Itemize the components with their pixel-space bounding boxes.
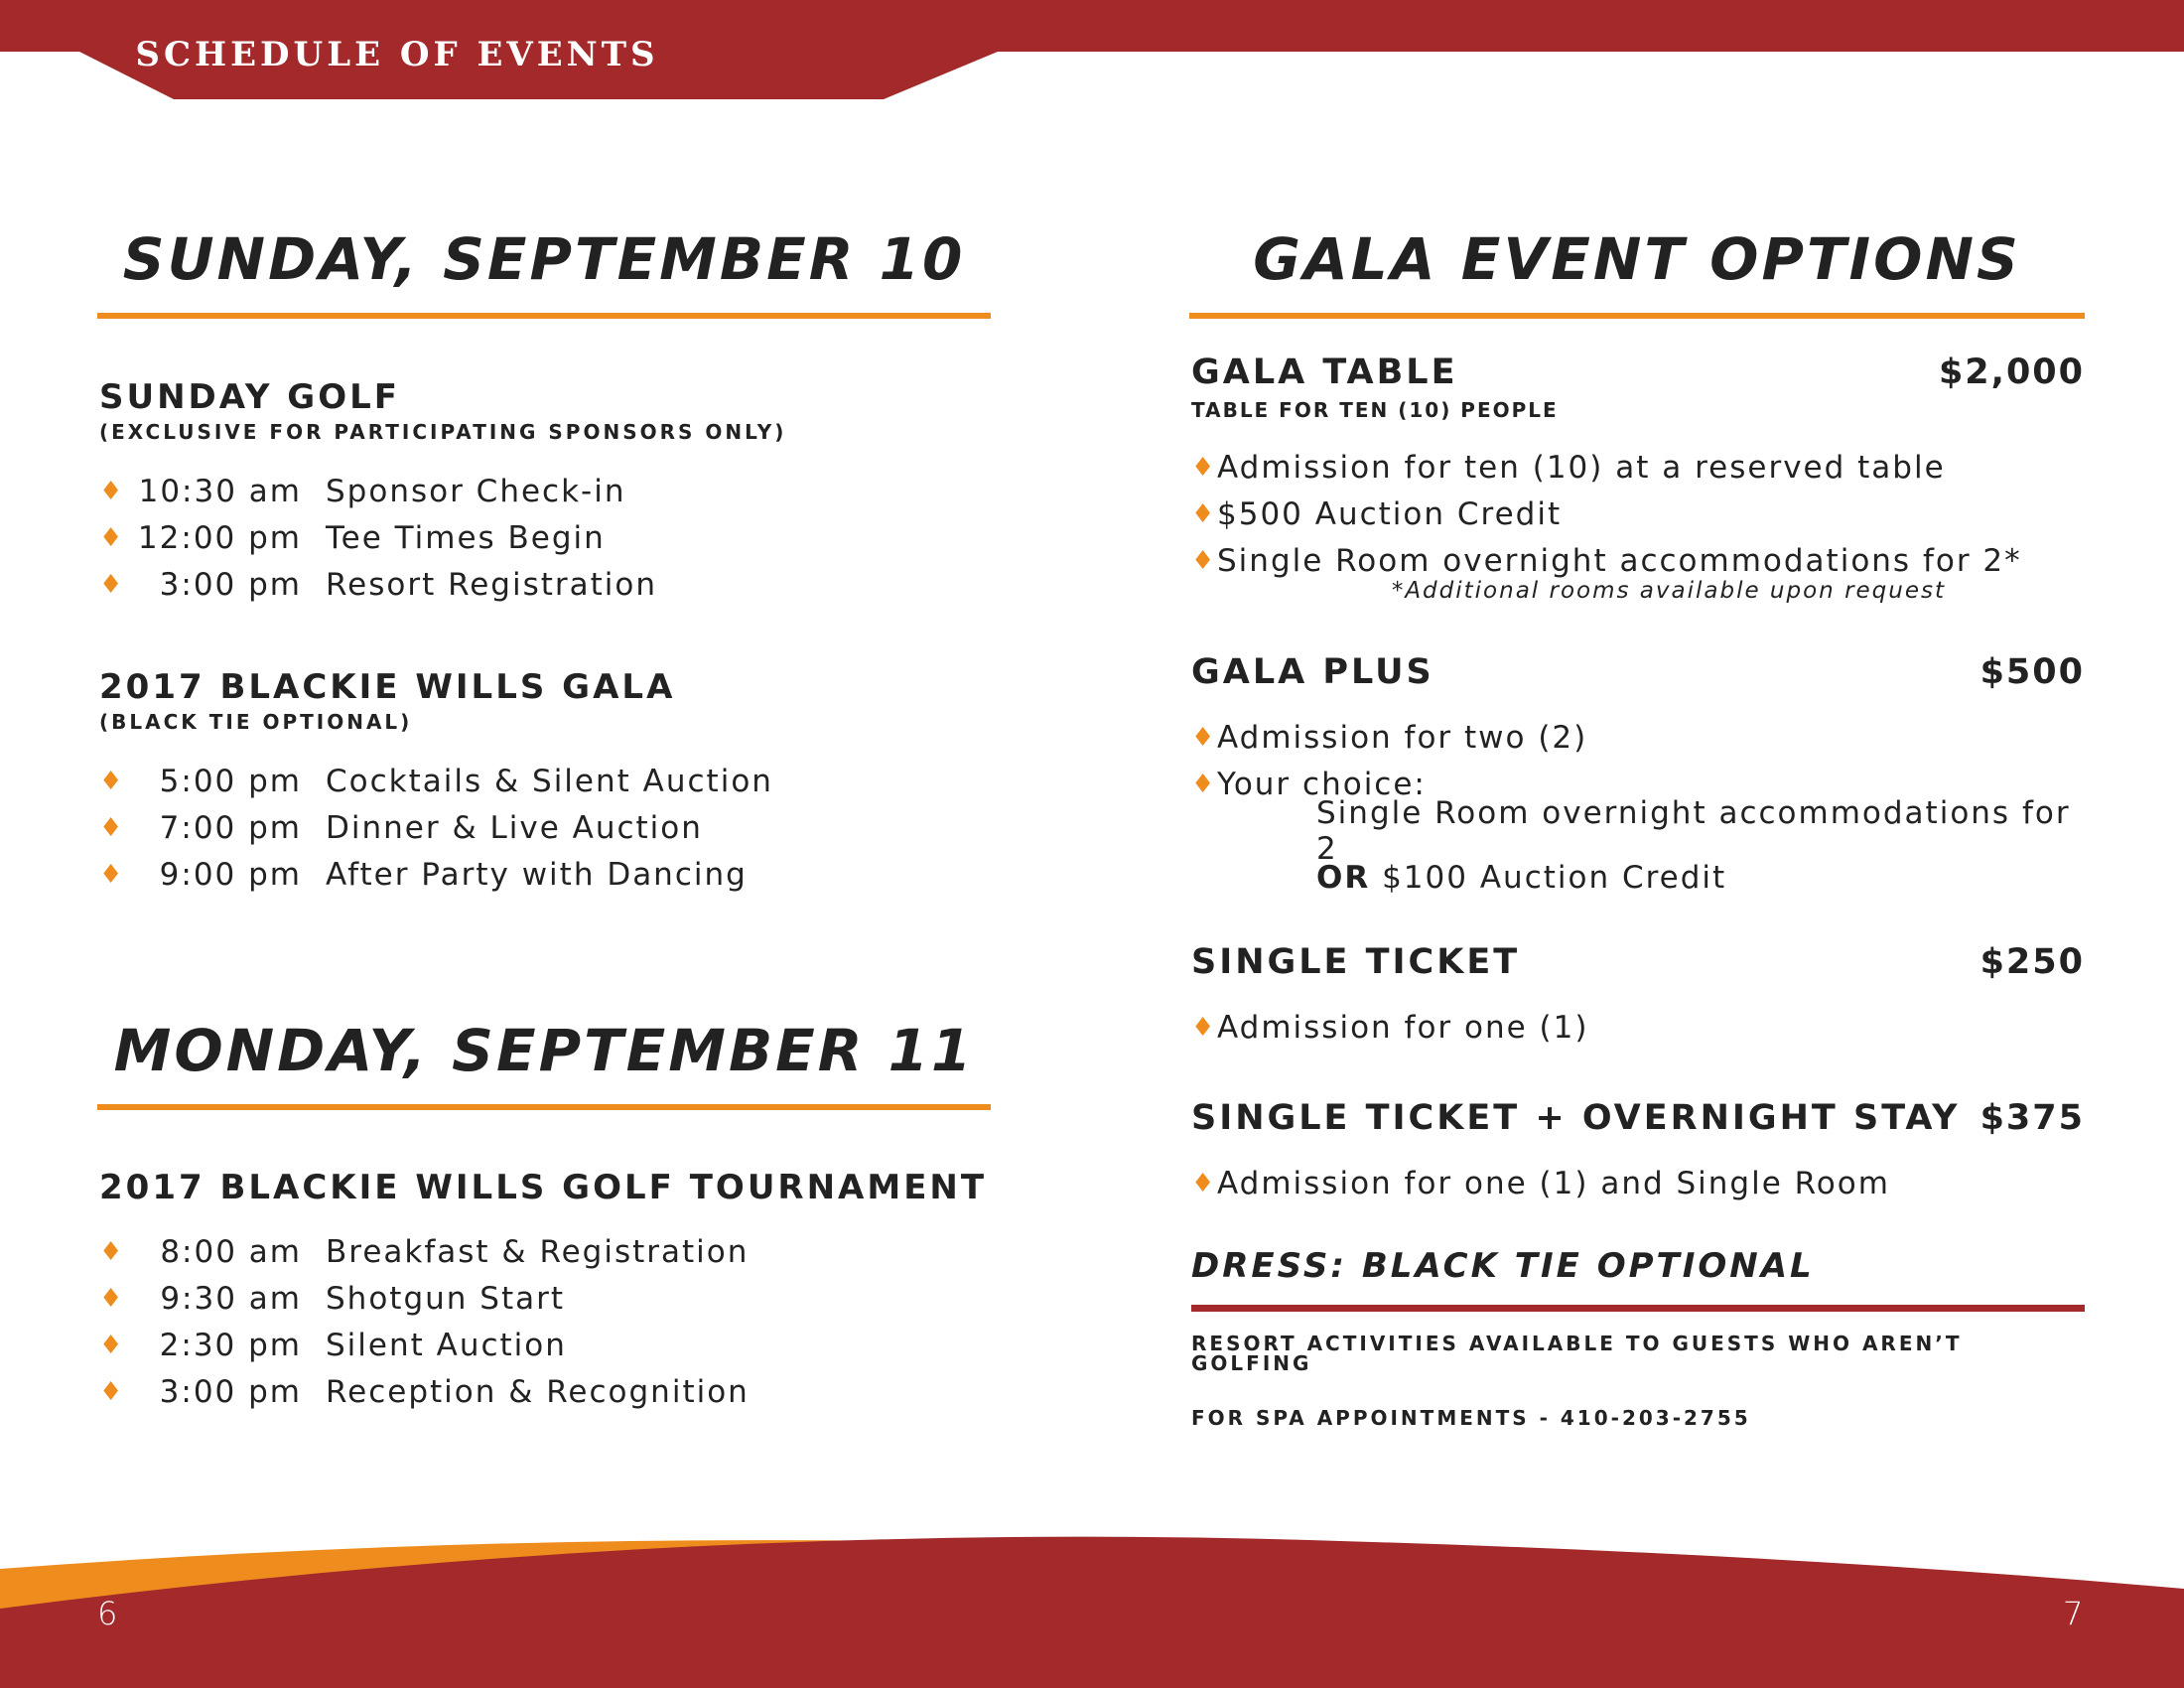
schedule-item: [99, 468, 993, 514]
diamond-bullet-icon: ♦: [99, 1236, 125, 1267]
page-number-right: 7: [2063, 1595, 2084, 1632]
option-subtitle: TABLE FOR TEN (10) PEOPLE: [1191, 398, 1559, 422]
diamond-bullet-icon: ♦: [1191, 1168, 1217, 1198]
diamond-bullet-icon: ♦: [99, 522, 125, 553]
activity: After Party with Dancing: [326, 856, 748, 893]
gala-title: 2017 BLACKIE WILLS GALA: [99, 667, 676, 707]
schedule-item: [99, 758, 993, 804]
option-single-overnight: [1191, 1098, 2085, 1206]
activity: Reception & Recognition: [326, 1373, 750, 1410]
gala-block: [99, 667, 993, 898]
diamond-bullet-icon: ♦: [1191, 498, 1217, 529]
time: 3:00 pm: [159, 1373, 302, 1410]
gala-options-section: [1189, 225, 2085, 319]
feature-item: [1191, 444, 2085, 491]
tournament-block: [99, 1168, 993, 1415]
gala-list: [99, 758, 993, 898]
option-gala-plus: [1191, 652, 2085, 901]
option-name: GALA PLUS: [1191, 652, 1434, 692]
monday-heading: MONDAY, SEPTEMBER 11: [113, 1017, 975, 1084]
gala-subtitle: (BLACK TIE OPTIONAL): [99, 710, 413, 734]
option-price: $250: [1979, 942, 2085, 982]
sunday-golf-title: SUNDAY GOLF: [99, 377, 400, 417]
option-price: $2,000: [1938, 352, 2085, 392]
feature-item: [1191, 1004, 2085, 1051]
diamond-bullet-icon: ♦: [1191, 545, 1217, 576]
time: 9:00 pm: [159, 856, 302, 893]
time: 2:30 pm: [159, 1327, 302, 1363]
option-note: *Additional rooms available upon request: [1391, 578, 1946, 604]
time: 7:00 pm: [159, 809, 302, 846]
option-name: SINGLE TICKET + OVERNIGHT STAY: [1191, 1098, 1961, 1138]
sunday-heading: SUNDAY, SEPTEMBER 10: [122, 225, 966, 293]
schedule-item: [99, 1275, 993, 1322]
feature-item: [1191, 491, 2085, 537]
option-features: [1191, 1160, 2085, 1206]
activity: Breakfast & Registration: [326, 1233, 750, 1270]
schedule-item: [99, 1228, 993, 1275]
schedule-item: [99, 851, 993, 898]
sunday-section: [97, 225, 991, 319]
activity: Silent Auction: [326, 1327, 567, 1363]
dress-code: DRESS: BLACK TIE OPTIONAL: [1191, 1246, 1815, 1286]
activity: Cocktails & Silent Auction: [326, 763, 773, 799]
feature-text: Admission for one (1): [1217, 1009, 1589, 1046]
gala-options-divider: [1189, 313, 2085, 319]
feature-text: Admission for two (2): [1217, 719, 1588, 756]
option-name: GALA TABLE: [1191, 352, 1458, 392]
diamond-bullet-icon: ♦: [1191, 722, 1217, 753]
option-name: SINGLE TICKET: [1191, 942, 1521, 982]
activity: Tee Times Begin: [326, 519, 606, 556]
spa-note: FOR SPA APPOINTMENTS - 410-203-2755: [1191, 1406, 1751, 1430]
gala-options-heading: GALA EVENT OPTIONS: [1253, 225, 2021, 293]
feature-text: Single Room overnight accommodations for 2*: [1217, 542, 2022, 579]
diamond-bullet-icon: ♦: [1191, 769, 1217, 799]
diamond-bullet-icon: ♦: [1191, 1012, 1217, 1043]
time: 12:00 pm: [137, 519, 302, 556]
tournament-title: 2017 BLACKIE WILLS GOLF TOURNAMENT: [99, 1168, 988, 1207]
feature-text: Admission for one (1) and Single Room: [1217, 1165, 1890, 1201]
activity: Resort Registration: [326, 566, 658, 603]
schedule-item: [99, 1368, 993, 1415]
sunday-divider: [97, 313, 991, 319]
option-features: [1191, 714, 2085, 807]
diamond-bullet-icon: ♦: [1191, 452, 1217, 483]
choice-or: OR: [1316, 859, 1371, 896]
choice-alt: $100 Auction Credit: [1370, 859, 1727, 896]
diamond-bullet-icon: ♦: [99, 859, 125, 890]
option-price: $500: [1979, 652, 2085, 692]
page-number-left: 6: [97, 1595, 118, 1632]
choice-line: Single Room overnight accommodations for 2: [1316, 794, 2071, 867]
time: 10:30 am: [138, 473, 302, 509]
schedule-item: [99, 804, 993, 851]
sunday-golf-list: [99, 468, 993, 608]
dress-divider: [1191, 1305, 2085, 1312]
schedule-item: [99, 514, 993, 561]
schedule-item: [99, 561, 993, 608]
diamond-bullet-icon: ♦: [99, 1283, 125, 1314]
dress-block: [1191, 1246, 2085, 1430]
feature-item: [1191, 1160, 2085, 1206]
time: 5:00 pm: [159, 763, 302, 799]
footer-band: [0, 1529, 2184, 1688]
activity: Dinner & Live Auction: [326, 809, 703, 846]
activity: Sponsor Check-in: [326, 473, 626, 509]
sunday-golf-subtitle: (EXCLUSIVE FOR PARTICIPATING SPONSORS ONLY): [99, 420, 787, 444]
sunday-golf-block: [99, 377, 993, 608]
activity: Shotgun Start: [326, 1280, 566, 1317]
diamond-bullet-icon: ♦: [99, 766, 125, 796]
feature-item: [1191, 537, 2085, 584]
option-features: [1191, 444, 2085, 584]
monday-section: [97, 1017, 991, 1110]
feature-text: $500 Auction Credit: [1217, 495, 1563, 532]
tournament-list: [99, 1228, 993, 1415]
diamond-bullet-icon: ♦: [99, 569, 125, 600]
option-gala-table: [1191, 352, 2085, 604]
feature-text: Your choice:: [1217, 766, 1427, 802]
header-title: SCHEDULE OF EVENTS: [135, 35, 659, 74]
diamond-bullet-icon: ♦: [99, 812, 125, 843]
monday-divider: [97, 1104, 991, 1110]
schedule-item: [99, 1322, 993, 1368]
option-price: $375: [1979, 1098, 2085, 1138]
time: 3:00 pm: [159, 566, 302, 603]
option-single-ticket: [1191, 942, 2085, 1051]
option-features: [1191, 1004, 2085, 1051]
time: 9:30 am: [160, 1280, 302, 1317]
time: 8:00 am: [160, 1233, 302, 1270]
diamond-bullet-icon: ♦: [99, 1330, 125, 1360]
feature-text: Admission for ten (10) at a reserved table: [1217, 449, 1946, 486]
feature-item: [1191, 714, 2085, 761]
diamond-bullet-icon: ♦: [99, 476, 125, 506]
diamond-bullet-icon: ♦: [99, 1376, 125, 1407]
resort-note: RESORT ACTIVITIES AVAILABLE TO GUESTS WHO AREN’T GOLFING: [1191, 1332, 1963, 1375]
